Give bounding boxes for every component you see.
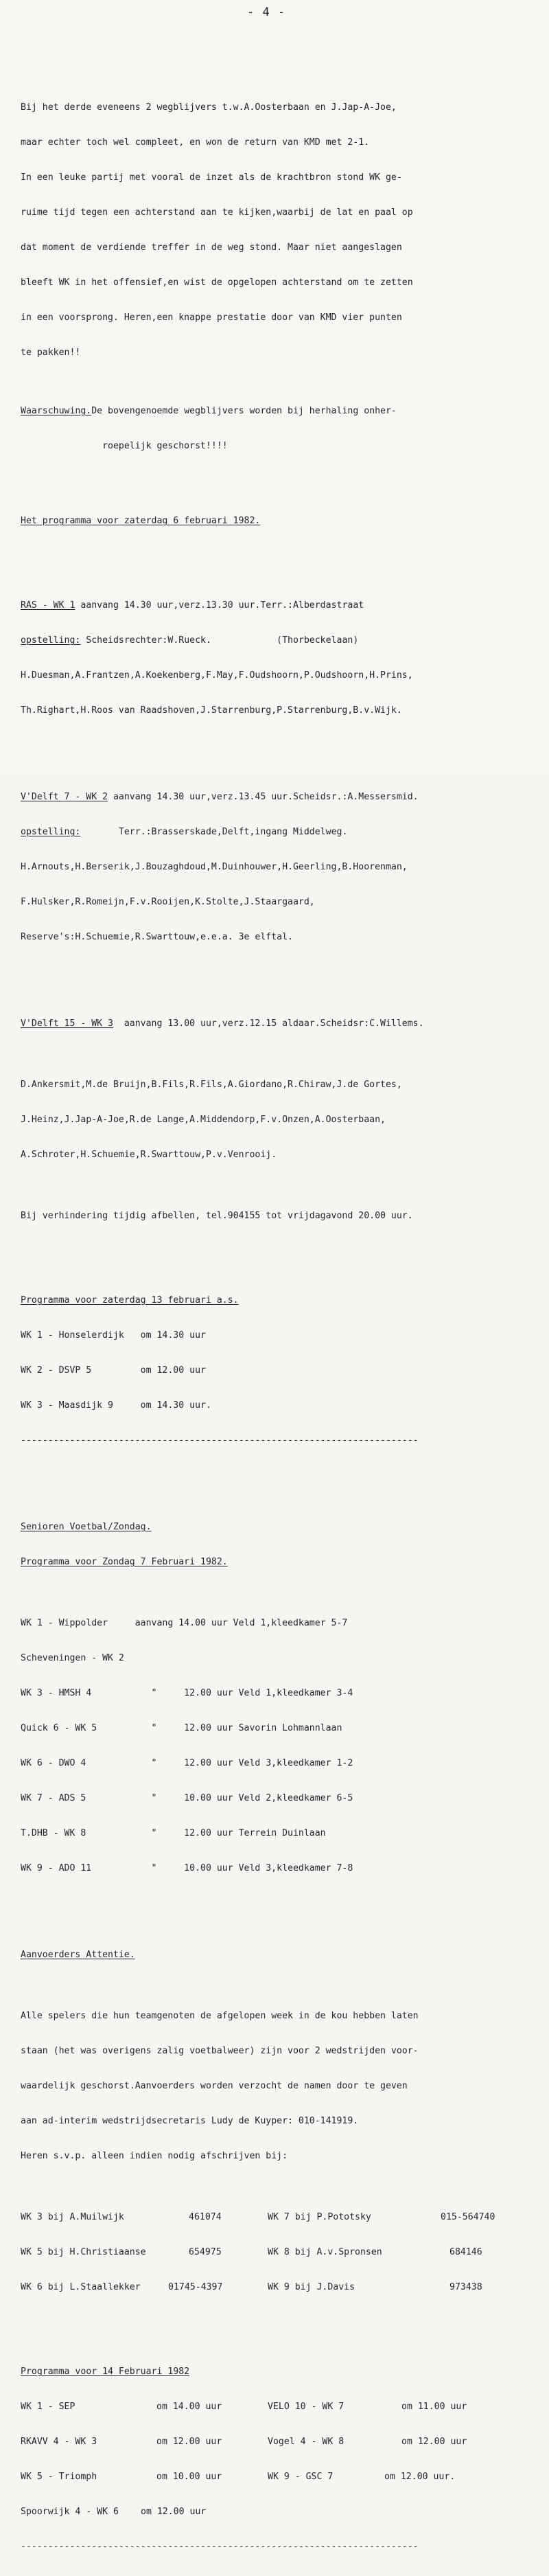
contact-name: WK 6 bij L.Staallekker — [21, 2282, 141, 2292]
intro-paragraph — [21, 78, 542, 382]
contact-row — [21, 2211, 542, 2223]
fixture-teams: RKAVV 4 - WK 3 — [21, 2437, 97, 2447]
contact-phone: 015-564740 — [441, 2212, 495, 2222]
lineup-label: opstelling: — [21, 635, 81, 646]
match-wk1-team: RAS - WK 1 — [21, 600, 75, 611]
fixture-teams: WK 9 - GSC 7 — [268, 2472, 334, 2482]
fixture-row — [21, 2471, 542, 2483]
match-wk2-details: aanvang 14.30 uur,verz.13.45 uur.Scheidsr.:A.Messersmid. — [108, 792, 419, 802]
player-line: F.Hulsker,R.Romeijn,F.v.Rooijen,K.Stolte,J.Staargaard, — [21, 897, 315, 907]
player-line: H.Duesman,A.Frantzen,A.Koekenberg,F.May,F.Oudshoorn,P.Oudshoorn,H.Prins, — [21, 670, 413, 681]
section-title-sunday: Senioren Voetbal/Zondag. — [21, 1522, 152, 1532]
fixture-teams: WK 1 - SEP — [21, 2402, 75, 2412]
text-line: ruime tijd tegen een achterstand aan te kijken,waarbij de lat en paal op — [21, 207, 413, 218]
text-line: dat moment de verdiende treffer in de weg stond. Maar niet aangeslagen — [21, 242, 402, 253]
contact-phone: 973438 — [449, 2282, 482, 2292]
fixture-time: om 12.00 uur. — [384, 2472, 456, 2482]
match-wk2-line — [21, 791, 542, 803]
section-heading-captains: Aanvoerders Attentie. — [21, 1950, 135, 1960]
section-heading-14-feb: Programma voor 14 Februari 1982 — [21, 2367, 190, 2377]
fixture-row: WK 6 - DWO 4 " 12.00 uur Veld 3,kleedkamer 1-2 — [21, 1758, 353, 1768]
contact-name: WK 5 bij H.Christiaanse — [21, 2247, 146, 2257]
text-line: te pakken!! — [21, 347, 81, 358]
lineup-label: opstelling: — [21, 827, 81, 837]
contact-row — [21, 2246, 542, 2258]
text-line: waardelijk geschorst.Aanvoerders worden verzocht de namen door te geven — [21, 2081, 408, 2091]
fixture-row — [21, 2436, 542, 2448]
match-wk1-referee: Scheidsrechter:W.Rueck. (Thorbeckelaan) — [80, 635, 359, 646]
contact-phone: 01745-4397 — [168, 2282, 223, 2292]
divider: ------------------------------------------------------------------------- — [21, 1435, 419, 1446]
match-wk3-team: V'Delft 15 - WK 3 — [21, 1018, 113, 1029]
warning-label: Waarschuwing. — [21, 406, 92, 416]
player-line: D.Ankersmit,M.de Bruijn,B.Fils,R.Fils,A.Giordano,R.Chiraw,J.de Gortes, — [21, 1080, 402, 1090]
text-line: In een leuke partij met vooral de inzet als de krachtbron stond WK ge- — [21, 172, 402, 183]
contact-name: WK 8 bij A.v.Spronsen — [268, 2247, 382, 2257]
page-number: - 4 - — [247, 5, 286, 19]
cancellation-notice: Bij verhindering tijdig afbellen, tel.904155 tot vrijdagavond 20.00 uur. — [21, 1211, 413, 1221]
match-wk3-line — [21, 1018, 542, 1029]
player-line: Th.Righart,H.Roos van Raadshoven,J.Starrenburg,P.Starrenburg,B.v.Wijk. — [21, 705, 402, 716]
text-line: staan (het was overigens zalig voetbalweer) zijn voor 2 wedstrijden voor- — [21, 2046, 419, 2056]
contact-row — [21, 2281, 542, 2293]
fixture-row: WK 2 - DSVP 5 om 12.00 uur — [21, 1365, 206, 1376]
match-wk2-venue: Terr.:Brasserskade,Delft,ingang Middelweg. — [80, 827, 348, 837]
contact-phone: 461074 — [189, 2212, 222, 2222]
text-line: Bij het derde eveneens 2 wegblijvers t.w.A.Oosterbaan en J.Jap-A-Joe, — [21, 102, 397, 113]
warning-text-2: roepelijk geschorst!!!! — [102, 441, 228, 451]
fixture-row: WK 7 - ADS 5 " 10.00 uur Veld 2,kleedkamer 6-5 — [21, 1793, 353, 1803]
section-heading-6-feb: Het programma voor zaterdag 6 februari 1982. — [21, 516, 261, 526]
fixture-teams: Spoorwijk 4 - WK 6 — [21, 2507, 119, 2517]
fixture-row: WK 9 - ADO 11 " 10.00 uur Veld 3,kleedkamer 7-8 — [21, 1863, 353, 1873]
contact-name: WK 9 bij J.Davis — [268, 2282, 355, 2292]
player-line: J.Heinz,J.Jap-A-Joe,R.de Lange,A.Middendorp,F.v.Onzen,A.Oosterbaan, — [21, 1115, 386, 1125]
player-line: H.Arnouts,H.Berserik,J.Bouzaghdoud,M.Duinhouwer,H.Geerling,B.Hoorenman, — [21, 862, 408, 872]
match-wk1-lineup-line — [21, 635, 542, 646]
fixture-row: Quick 6 - WK 5 " 12.00 uur Savorin Lohmannlaan — [21, 1723, 342, 1733]
text-line: aan ad-interim wedstrijdsecretaris Ludy de Kuyper: 010-141919. — [21, 2116, 359, 2126]
fixture-time: om 14.00 uur — [156, 2402, 222, 2412]
contact-phone: 654975 — [189, 2247, 222, 2257]
fixture-time: om 12.00 uur — [156, 2437, 222, 2447]
warning-line-2 — [21, 440, 542, 452]
fixture-row: WK 3 - Maasdijk 9 om 14.30 uur. — [21, 1400, 211, 1411]
warning-text: De bovengenoemde wegblijvers worden bij herhaling onher- — [91, 406, 397, 416]
fixture-row: Scheveningen - WK 2 — [21, 1653, 124, 1663]
player-line: Reserve's:H.Schuemie,R.Swarttouw,e.e.a. 3e elftal. — [21, 932, 293, 942]
divider: ------------------------------------------------------------------------- — [21, 2542, 419, 2552]
fixture-row: T.DHB - WK 8 " 12.00 uur Terrein Duinlaan — [21, 1828, 326, 1838]
text-line: in een voorsprong. Heren,een knappe prestatie door van KMD vier punten — [21, 312, 402, 323]
match-wk3-details: aanvang 13.00 uur,verz.12.15 aldaar.Scheidsr:C.Willems. — [113, 1018, 424, 1029]
player-line: A.Schroter,H.Schuemie,R.Swarttouw,P.v.Venrooij. — [21, 1150, 277, 1160]
text-line: Alle spelers die hun teamgenoten de afgelopen week in de kou hebben laten — [21, 2011, 419, 2021]
contact-name: WK 7 bij P.Pototsky — [268, 2212, 371, 2222]
contact-name: WK 3 bij A.Muilwijk — [21, 2212, 124, 2222]
text-line: maar echter toch wel compleet, en won de return van KMD met 2-1. — [21, 137, 370, 148]
fixture-teams: VELO 10 - WK 7 — [268, 2402, 344, 2412]
fixture-row — [21, 2401, 542, 2413]
section-heading-7-feb: Programma voor Zondag 7 Februari 1982. — [21, 1557, 228, 1567]
fixture-time: om 12.00 uur — [401, 2437, 467, 2447]
section-heading-13-feb: Programma voor zaterdag 13 februari a.s. — [21, 1295, 239, 1306]
fixture-teams: Vogel 4 - WK 8 — [268, 2437, 344, 2447]
warning-line — [21, 405, 542, 417]
fixture-teams: WK 5 - Triomph — [21, 2472, 97, 2482]
fixture-time: om 10.00 uur — [156, 2472, 222, 2482]
match-wk2-team: V'Delft 7 - WK 2 — [21, 792, 108, 802]
fixture-time: om 11.00 uur — [401, 2402, 467, 2412]
fixture-row: WK 1 - Honselerdijk om 14.30 uur — [21, 1330, 206, 1341]
match-wk1-details: aanvang 14.30 uur,verz.13.30 uur.Terr.:Alberdastraat — [75, 600, 364, 611]
text-line: bleeft WK in het offensief,en wist de opgelopen achterstand om te zetten — [21, 277, 413, 288]
fixture-time: om 12.00 uur — [141, 2507, 207, 2517]
page-content — [21, 32, 542, 2576]
contact-phone: 684146 — [449, 2247, 482, 2257]
match-wk1-line — [21, 600, 542, 611]
fixture-row: WK 3 - HMSH 4 " 12.00 uur Veld 1,kleedkamer 3-4 — [21, 1688, 353, 1698]
match-wk2-lineup-line — [21, 826, 542, 838]
text-line: Heren s.v.p. alleen indien nodig afschrijven bij: — [21, 2151, 288, 2161]
fixture-row: WK 1 - Wippolder aanvang 14.00 uur Veld 1,kleedkamer 5-7 — [21, 1618, 348, 1628]
fixture-row — [21, 2506, 542, 2518]
